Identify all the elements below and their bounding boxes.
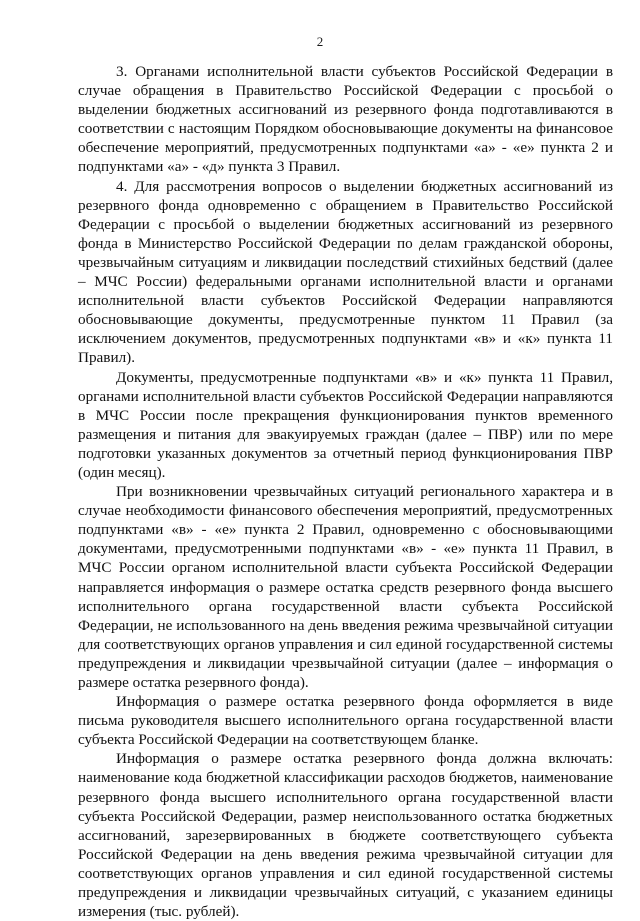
page-number: 2 (316, 34, 324, 49)
paragraph-info-letter: Информация о размере остатка резервного фонда оформляется в виде письма руководителя высшего исполнительного органа государственной власти субъекта Российской Федерации на соответствующем бланке. (78, 693, 613, 749)
document-body (78, 62, 613, 921)
paragraph-info-contents: Информация о размере остатка резервного фонда должна включать: наименование кода бюджетной классификации расходов бюджетов, наименование резервного фонда высшего исполнительного органа государственной власти субъекта Российской Федерации, размер неиспользованного остатка бюджетных ассигнований, зарезервированных в бюджете соответствующего субъекта Российской Федерации на день введения режима чрезвычайной ситуации для соответствующих органов управления и сил единой государственной системы предупреждения и ликвидации чрезвычайных ситуаций, с указанием единицы измерения (тыс. рублей). (78, 750, 613, 921)
paragraph-documents-pvr: Документы, предусмотренные подпунктами «в» и «к» пункта 11 Правил, органами исполнительной власти субъектов Российской Федерации направляются в МЧС России после прекращения функционирования пунктов временного размещения и питания для эвакуируемых граждан (далее – ПВР) или по мере подготовки указанных документов за отчетный период функционирования ПВР (один месяц). (78, 368, 613, 481)
paragraph-item-4: 4. Для рассмотрения вопросов о выделении бюджетных ассигнований из резервного фонда одновременно с обращением в Правительство Российской Федерации с просьбой о выделении бюджетных ассигнований из резервного фонда в Министерство Российской Федерации по делам гражданской обороны, чрезвычайным ситуациям и ликвидации последствий стихийных бедствий (далее – МЧС России) федеральными органами исполнительной власти и органами исполнительной власти субъектов Российской Федерации направляются обосновывающие документы, предусмотренные пунктом 11 Правил (за исключением документов, предусмотренных подпунктами «в» и «к» пункта 11 Правил). (78, 177, 613, 367)
paragraph-regional-emergency: При возникновении чрезвычайных ситуаций регионального характера и в случае необходимости финансового обеспечения мероприятий, предусмотренных подпунктами «в» - «е» пункта 2 Правил, одновременно с обосновывающими документами, предусмотренными подпунктами «в» - «е» пункта 11 Правил, в МЧС России органом исполнительной власти субъекта Российской Федерации направляется информация о размере остатка средств резервного фонда высшего исполнительного органа государственной власти субъекта Российской Федерации, не использованного на день введения режима чрезвычайной ситуации для соответствующих органов управления и сил единой государственной системы предупреждения и ликвидации чрезвычайной ситуации (далее – информация о размере остатка резервного фонда). (78, 483, 613, 691)
paragraph-item-3: 3. Органами исполнительной власти субъектов Российской Федерации в случае обращения в Правительство Российской Федерации с просьбой о выделении бюджетных ассигнований из резервного фонда подготавливаются в соответствии с настоящим Порядком обосновывающие документы на финансовое обеспечение мероприятий, предусмотренных подпунктами «а» - «е» пункта 2 и подпунктами «а» - «д» пункта 3 Правил. (78, 63, 613, 176)
